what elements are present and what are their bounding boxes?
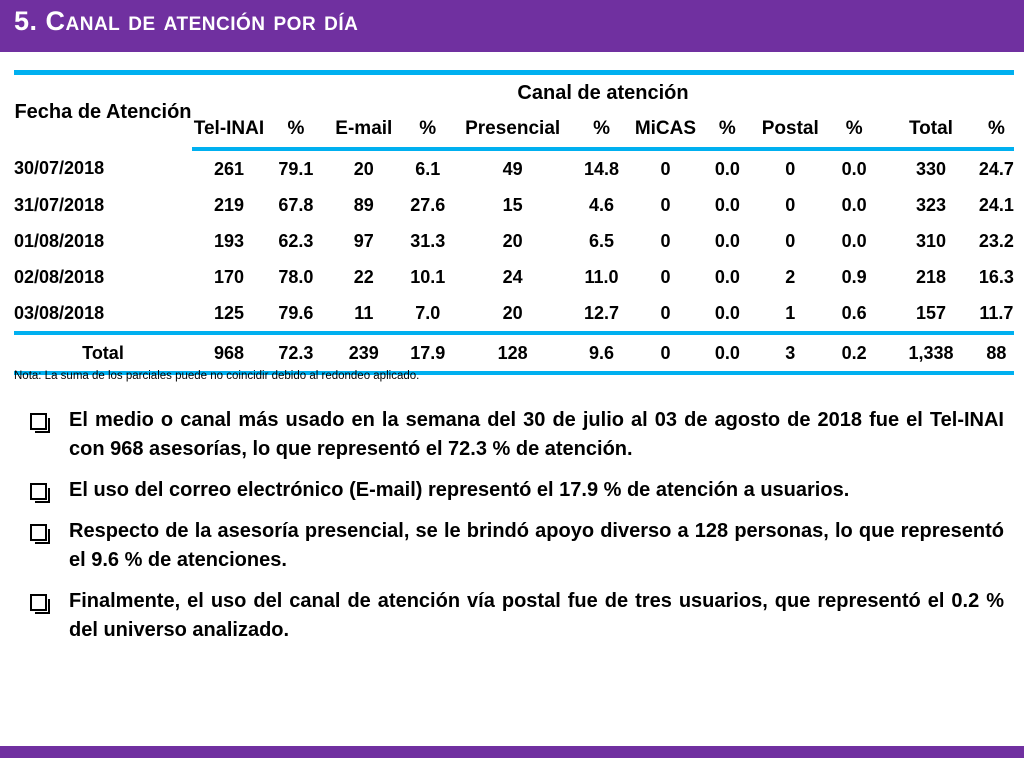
table-cell: 2 <box>785 266 796 287</box>
bullet-text: El medio o canal más usado en la semana del 30 de julio al 03 de agosto de 2018 fue el Tel-INAI con 968 asesorías, lo que representó el 72.3 % de atención. <box>69 409 1004 460</box>
table-cell: 0 <box>785 158 796 179</box>
checkbox-bullet-icon <box>30 594 47 611</box>
table-cell: 79.1 <box>278 158 314 179</box>
bullet-text: El uso del correo electrónico (E-mail) representó el 17.9 % de atención a usuarios. <box>69 479 850 501</box>
table-cell: 11 <box>354 302 374 323</box>
bullet-item <box>30 517 1004 575</box>
total-cell: 3 <box>755 333 825 373</box>
column-header: Presencial <box>454 111 572 149</box>
checkbox-bullet-icon <box>30 413 47 430</box>
table-cell: 0 <box>660 158 671 179</box>
table-cell: 22 <box>353 266 374 287</box>
table-cell: 310 <box>915 230 946 251</box>
bullet-item <box>30 406 1004 464</box>
table-cell: 1 <box>785 302 796 323</box>
bullet-item <box>30 476 1004 505</box>
table-cell: 23.2 <box>978 230 1014 251</box>
table-cell: 170 <box>213 266 244 287</box>
bullet-text: Finalmente, el uso del canal de atención vía postal fue de tres usuarios, que representó el 0.2 % del universo analizado. <box>69 590 1004 641</box>
row-date: 31/07/2018 <box>14 194 105 215</box>
table-cell: 11.7 <box>979 302 1014 323</box>
bullet-item <box>30 587 1004 645</box>
table-cell: 20 <box>502 302 523 323</box>
table-cell: 0 <box>785 230 796 251</box>
table-cell: 79.6 <box>278 302 314 323</box>
table-cell: 20 <box>353 158 374 179</box>
table-cell: 193 <box>213 230 244 251</box>
table-cell: 219 <box>213 194 244 215</box>
table-cell: 0.0 <box>841 194 867 215</box>
bottom-bar <box>0 746 1024 758</box>
row-date: 03/08/2018 <box>14 302 105 323</box>
canal-table <box>14 70 1014 375</box>
table-cell: 62.3 <box>278 230 314 251</box>
table-cell: 31.3 <box>410 230 446 251</box>
column-header: % <box>572 111 632 149</box>
table-cell: 0 <box>660 266 671 287</box>
table-cell: 330 <box>915 158 946 179</box>
table-cell: 7.0 <box>415 302 441 323</box>
total-row <box>14 333 1014 373</box>
total-cell: 239 <box>326 333 402 373</box>
total-cell: 88 <box>979 333 1014 373</box>
table-cell: 0 <box>660 302 671 323</box>
table-cell: 0.0 <box>714 194 740 215</box>
page-title: 5. Canal de atención por día <box>14 6 359 36</box>
table-row <box>14 223 1014 259</box>
table-cell: 261 <box>213 158 244 179</box>
column-header: Postal <box>755 111 825 149</box>
table-cell: 16.3 <box>978 266 1014 287</box>
fecha-header: Fecha de Atención <box>14 100 192 123</box>
table-cell: 27.6 <box>410 194 446 215</box>
table-row <box>14 295 1014 333</box>
table-cell: 0 <box>660 230 671 251</box>
table-cell: 11.0 <box>584 266 619 287</box>
table-note: Nota: La suma de los parciales puede no coincidir debido al redondeo aplicado. <box>14 370 420 382</box>
table-cell: 0.0 <box>841 230 867 251</box>
column-header: % <box>979 111 1014 149</box>
column-header: % <box>266 111 326 149</box>
table-cell: 323 <box>915 194 946 215</box>
table-cell: 10.1 <box>410 266 446 287</box>
table-cell: 97 <box>353 230 374 251</box>
table-cell: 0.9 <box>841 266 867 287</box>
bullet-list <box>30 406 1004 657</box>
table-cell: 78.0 <box>278 266 314 287</box>
table-cell: 24.7 <box>978 158 1014 179</box>
column-header: MiCAS <box>631 111 699 149</box>
total-cell: 968 <box>192 333 266 373</box>
column-header: % <box>402 111 454 149</box>
table-cell: 157 <box>915 302 946 323</box>
table-cell: 20 <box>502 230 523 251</box>
table-cell: 0.0 <box>841 158 867 179</box>
total-cell: 0.2 <box>825 333 883 373</box>
table-cell: 6.5 <box>589 230 615 251</box>
table-cell: 14.8 <box>584 158 620 179</box>
table-cell: 0 <box>785 194 796 215</box>
column-header: E-mail <box>326 111 402 149</box>
table-cell: 0.0 <box>714 158 740 179</box>
total-cell: 0.0 <box>699 333 755 373</box>
table-cell: 0.0 <box>714 230 740 251</box>
column-header: % <box>699 111 755 149</box>
table-cell: 49 <box>502 158 523 179</box>
table-cell: 89 <box>353 194 374 215</box>
table-cell: 0.0 <box>714 266 740 287</box>
row-date: 02/08/2018 <box>14 266 105 287</box>
table-cell: 0.6 <box>841 302 867 323</box>
total-cell: 17.9 <box>402 333 454 373</box>
table-cell: 0 <box>660 194 671 215</box>
table-row <box>14 149 1014 187</box>
table-row <box>14 187 1014 223</box>
checkbox-bullet-icon <box>30 524 47 541</box>
total-cell: 1,338 <box>883 333 979 373</box>
total-cell: 9.6 <box>572 333 632 373</box>
total-label: Total <box>14 333 192 373</box>
total-cell: 72.3 <box>266 333 326 373</box>
column-header: Total <box>883 111 979 149</box>
row-date: 01/08/2018 <box>14 230 105 251</box>
row-date: 30/07/2018 <box>14 157 105 178</box>
table-cell: 24 <box>502 266 523 287</box>
table-cell: 6.1 <box>415 158 441 179</box>
checkbox-bullet-icon <box>30 483 47 500</box>
table-cell: 24.1 <box>978 194 1014 215</box>
table-cell: 0.0 <box>714 302 740 323</box>
column-header: Tel-INAI <box>192 111 266 149</box>
table-cell: 125 <box>213 302 244 323</box>
table-row <box>14 259 1014 295</box>
total-cell: 128 <box>454 333 572 373</box>
table-cell: 218 <box>915 266 946 287</box>
table-cell: 4.6 <box>589 194 615 215</box>
table-cell: 67.8 <box>278 194 314 215</box>
total-cell: 0 <box>631 333 699 373</box>
canal-group-header: Canal de atención <box>517 81 689 104</box>
table-cell: 12.7 <box>584 302 620 323</box>
table-cell: 15 <box>502 194 523 215</box>
column-header: % <box>825 111 883 149</box>
bullet-text: Respecto de la asesoría presencial, se le brindó apoyo diverso a 128 personas, lo que representó el 9.6 % de atenciones. <box>69 520 1004 571</box>
title-bar <box>0 0 1024 52</box>
